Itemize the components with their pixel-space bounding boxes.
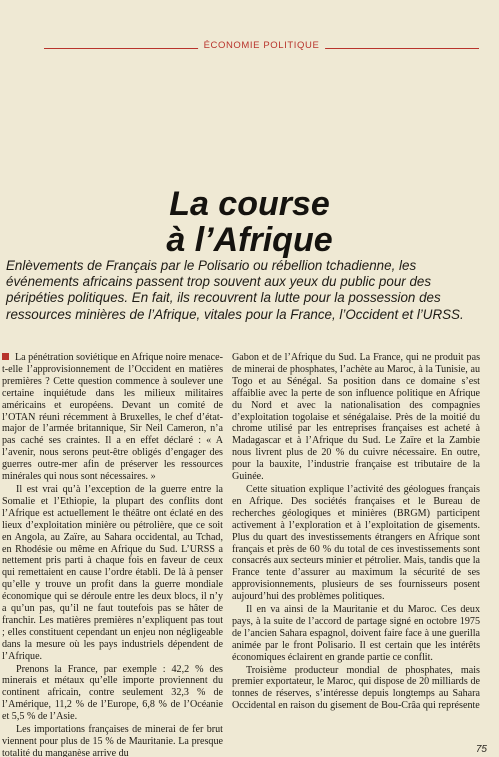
paragraph: Prenons la France, par exemple : 42,2 % des minerais et métaux qu’elle importe proviennent du continent africain, contre seulement 32,3 % de l’Amérique, 11,2 % de l’Europe, 6,8 % de l’Océanie et 5,5 % de l’Asie. bbox=[2, 663, 223, 723]
title-line-2: à l’Afrique bbox=[166, 221, 333, 259]
article-lead: Enlèvements de Français par le Polisario ou rébellion tchadienne, les événements africains passent trop souvent aux yeux du public pour des péripéties politiques. En fait, ils recouvrent la lutte pour la possession des ressources minières de l’Afrique, vitales pour la France, l’Occident et l’URSS. bbox=[6, 258, 464, 322]
left-column bbox=[2, 352, 223, 757]
paragraph: Cette situation explique l’activité des géologues français en Afrique. Des sociétés françaises et le Bureau de recherches géologiques et minières (BRGM) participent activement à l’exploration et à l’exploitation de gisements. Plus du quart des investissements étrangers en Afrique sont français et près de 60 % du total de ces investissements sont consacrés aux secteurs minier et pétrolier. Mais, tandis que la France tente d’assurer au maximum la sécurité de ses approvisionnements, plusieurs de ses fournisseurs posent aujourd’hui des problèmes politiques. bbox=[232, 483, 480, 603]
paragraph: Gabon et de l’Afrique du Sud. La France, qui ne produit pas de minerai de phosphates, l’achète au Maroc, à la Tunisie, au Togo et au Sénégal. Sa position dans ce domaine s’est affaiblie avec la perte de son influence politique en Afrique du Nord et avec la nationalisation des compagnies d’exploitation togolaise et sénégalaise. Près de la moitié du chrome utilisé par les entreprises françaises est acheté à Madagascar et à l’Afrique du Sud. Le Zaïre et la Zambie nous livrent plus de 20 % du cuivre nécessaire. En outre, pour la bauxite, l’industrie française est tributaire de la Guinée. bbox=[232, 352, 480, 483]
title-line-1: La course bbox=[169, 185, 330, 223]
paragraph: Les importations françaises de minerai de fer brut viennent pour plus de 15 % de Mauritanie. La presque totalité du manganèse arrive du bbox=[2, 724, 223, 757]
section-header bbox=[44, 40, 479, 62]
paragraph: Il est vrai qu’à l’exception de la guerre entre la Somalie et l’Ethiopie, la plupart des conflits dont l’Afrique est actuellement le théâtre ont éclaté en des lieux d’exploitation minière ou pétrolière, que ce soit en Angola, au Zaïre, au Sahara occidental, au Tchad, en Rhodésie ou même en Afrique du Sud. L’URSS a nettement pris parti à chaque fois en faveur de ceux qui remettaient en cause l’ordre établi. De là à penser qu’elle y trouve un profit dans la guerre mondiale économique qui se déroule entre les deux blocs, il n’y a qu’un pas, qu’il ne faut toutefois pas se hâter de franchir. Les matières premières n’expliquent pas tout ; elles constituent cependant un enjeu non négligeable dans la mesure où les pays industriels dépendent de l’Afrique. bbox=[2, 483, 223, 662]
article-title bbox=[0, 186, 499, 258]
paragraph: Troisième producteur mondial de phosphates, mais premier exportateur, le Maroc, qui dispose de 20 milliards de tonnes de réserves, s’intéresse depuis longtemps au Sahara Occidental en raison du gisement de Bou-Crâa qui représente bbox=[232, 664, 480, 712]
paragraph: La pénétration soviétique en Afrique noire menace-t-elle l’approvisionnement de l’Occident en matières premières ? Cette question commence à soulever une certaine inquiétude dans les milieux militaires américains et européens. Devant un comité de l’OTAN réuni récemment à Bruxelles, le chef d’état-major de l’armée britannique, Sir Neil Cameron, n’a pas caché ses craintes. Il a en effet déclaré : « A l’avenir, nous serons peut-être obligés d’engager des guerres outre-mer afin de préserver les ressources minérales qui nous sont nécessaires. » bbox=[2, 352, 223, 483]
paragraph: Il en va ainsi de la Mauritanie et du Maroc. Ces deux pays, à la suite de l’accord de partage signé en octobre 1975 de l’ancien Sahara espagnol, doivent faire face à une guerilla animée par le front Polisario. Il est certain que les intérêts économiques éclairent en grande partie ce conflit. bbox=[232, 604, 480, 663]
article-body bbox=[0, 352, 489, 757]
section-rubric: ÉCONOMIE POLITIQUE bbox=[198, 40, 326, 51]
page-number: 75 bbox=[475, 744, 487, 755]
right-column bbox=[232, 352, 480, 757]
